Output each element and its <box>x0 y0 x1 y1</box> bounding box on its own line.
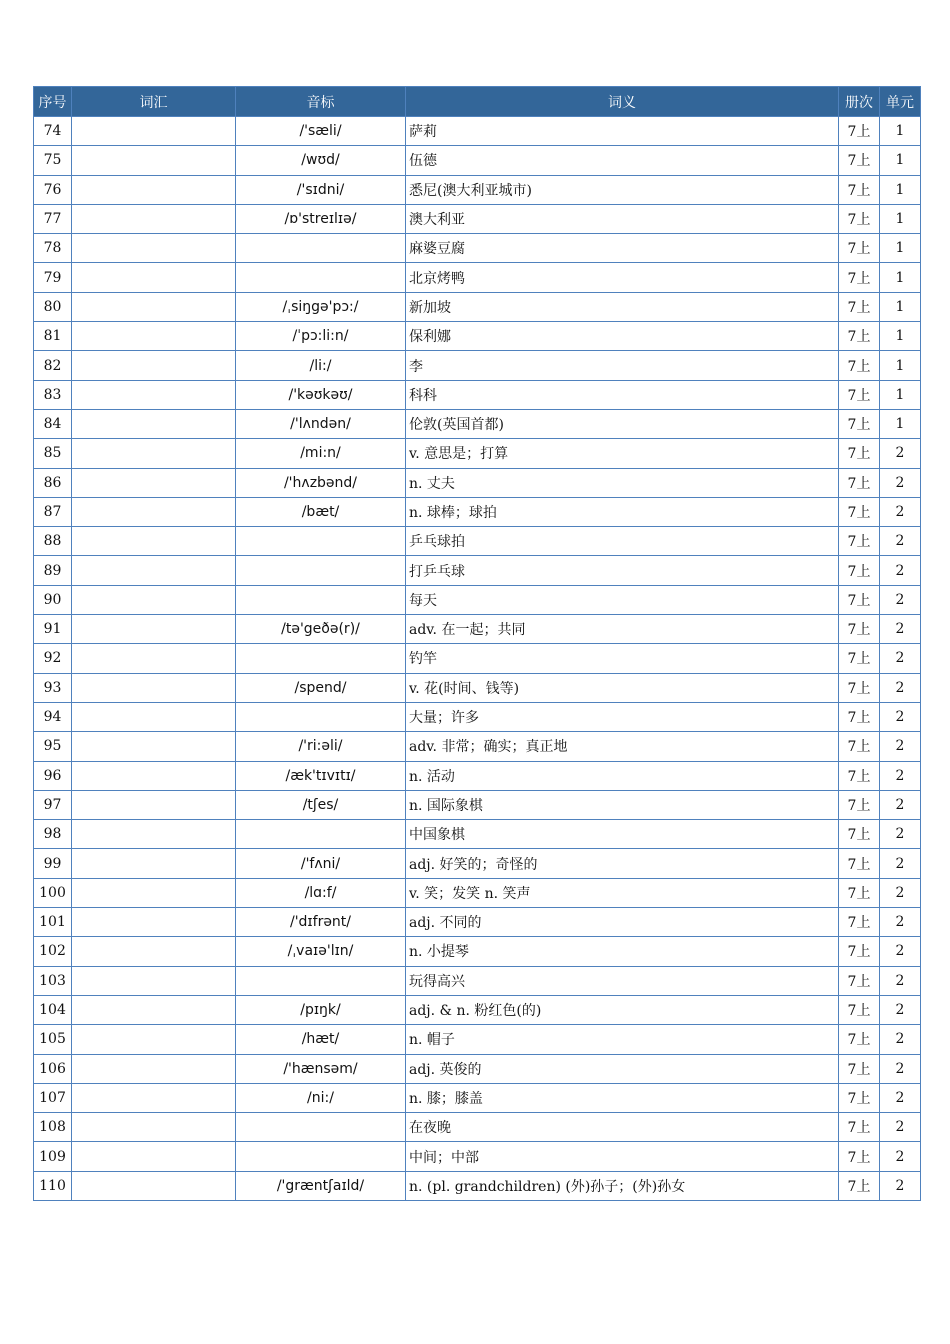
definition-cell: adj. & n. 粉红色(的) <box>406 995 839 1024</box>
book-cell: 7上 <box>839 937 880 966</box>
phonetic-cell: /pɪŋk/ <box>236 995 406 1024</box>
table-row <box>34 292 921 321</box>
phonetic-cell <box>236 1113 406 1142</box>
phonetic-cell: /æk'tɪvɪtɪ/ <box>236 761 406 790</box>
book-cell: 7上 <box>839 1083 880 1112</box>
row-number: 93 <box>34 673 72 702</box>
phonetic-cell: /spend/ <box>236 673 406 702</box>
phonetic-cell: /'hʌzbənd/ <box>236 468 406 497</box>
row-number: 90 <box>34 585 72 614</box>
phonetic-cell: /'sɪdni/ <box>236 175 406 204</box>
word-cell <box>72 790 236 819</box>
table-row <box>34 117 921 146</box>
unit-cell: 2 <box>880 1171 921 1200</box>
word-cell <box>72 497 236 526</box>
definition-cell: 乒乓球拍 <box>406 527 839 556</box>
definition-cell: adj. 好笑的；奇怪的 <box>406 849 839 878</box>
phonetic-cell <box>236 234 406 263</box>
unit-cell: 2 <box>880 1025 921 1054</box>
phonetic-cell: /'ri:əli/ <box>236 732 406 761</box>
table-row <box>34 820 921 849</box>
unit-cell: 1 <box>880 204 921 233</box>
table-row <box>34 527 921 556</box>
row-number: 76 <box>34 175 72 204</box>
unit-cell: 2 <box>880 1054 921 1083</box>
definition-cell: 中间；中部 <box>406 1142 839 1171</box>
word-cell <box>72 673 236 702</box>
definition-cell: n. 球棒；球拍 <box>406 497 839 526</box>
table-row <box>34 732 921 761</box>
book-cell: 7上 <box>839 263 880 292</box>
phonetic-cell: /'sæli/ <box>236 117 406 146</box>
word-cell <box>72 644 236 673</box>
book-cell: 7上 <box>839 234 880 263</box>
table-row <box>34 585 921 614</box>
book-cell: 7上 <box>839 175 880 204</box>
table-row <box>34 1025 921 1054</box>
book-cell: 7上 <box>839 497 880 526</box>
row-number: 103 <box>34 966 72 995</box>
book-cell: 7上 <box>839 556 880 585</box>
row-number: 83 <box>34 380 72 409</box>
word-cell <box>72 615 236 644</box>
phonetic-cell <box>236 702 406 731</box>
phonetic-cell: /'fʌni/ <box>236 849 406 878</box>
phonetic-cell: /tʃes/ <box>236 790 406 819</box>
table-row <box>34 380 921 409</box>
vocabulary-sheet <box>33 86 921 1201</box>
word-cell <box>72 1025 236 1054</box>
word-cell <box>72 995 236 1024</box>
table-row <box>34 761 921 790</box>
definition-cell: 中国象棋 <box>406 820 839 849</box>
unit-cell: 2 <box>880 1083 921 1112</box>
row-number: 84 <box>34 409 72 438</box>
definition-cell: 保利娜 <box>406 322 839 351</box>
unit-cell: 2 <box>880 585 921 614</box>
row-number: 107 <box>34 1083 72 1112</box>
table-row <box>34 556 921 585</box>
book-cell: 7上 <box>839 1113 880 1142</box>
unit-cell: 2 <box>880 966 921 995</box>
table-row <box>34 439 921 468</box>
definition-cell: n. 国际象棋 <box>406 790 839 819</box>
row-number: 101 <box>34 908 72 937</box>
row-number: 74 <box>34 117 72 146</box>
definition-cell: v. 笑；发笑 n. 笑声 <box>406 878 839 907</box>
table-row <box>34 175 921 204</box>
row-number: 85 <box>34 439 72 468</box>
table-row <box>34 995 921 1024</box>
word-cell <box>72 820 236 849</box>
book-cell: 7上 <box>839 380 880 409</box>
row-number: 99 <box>34 849 72 878</box>
unit-cell: 2 <box>880 908 921 937</box>
book-cell: 7上 <box>839 409 880 438</box>
book-cell: 7上 <box>839 585 880 614</box>
phonetic-cell: /ˌsiŋgə'pɔ:/ <box>236 292 406 321</box>
unit-cell: 1 <box>880 409 921 438</box>
row-number: 87 <box>34 497 72 526</box>
definition-cell: 伦敦(英国首都) <box>406 409 839 438</box>
row-number: 97 <box>34 790 72 819</box>
unit-cell: 2 <box>880 527 921 556</box>
word-cell <box>72 556 236 585</box>
word-cell <box>72 439 236 468</box>
table-row <box>34 1142 921 1171</box>
phonetic-cell: /'hænsəm/ <box>236 1054 406 1083</box>
definition-cell: 李 <box>406 351 839 380</box>
word-cell <box>72 117 236 146</box>
word-cell <box>72 1054 236 1083</box>
row-number: 82 <box>34 351 72 380</box>
book-cell: 7上 <box>839 615 880 644</box>
phonetic-cell: /wʊd/ <box>236 146 406 175</box>
word-cell <box>72 527 236 556</box>
unit-cell: 2 <box>880 556 921 585</box>
word-cell <box>72 1083 236 1112</box>
definition-cell: 萨莉 <box>406 117 839 146</box>
definition-cell: 麻婆豆腐 <box>406 234 839 263</box>
table-header <box>34 87 921 117</box>
definition-cell: n. (pl. grandchildren) (外)孙子；(外)孙女 <box>406 1171 839 1200</box>
row-number: 77 <box>34 204 72 233</box>
word-cell <box>72 322 236 351</box>
word-cell <box>72 351 236 380</box>
phonetic-cell: /'kəʊkəʊ/ <box>236 380 406 409</box>
phonetic-cell: /'dɪfrənt/ <box>236 908 406 937</box>
table-row <box>34 234 921 263</box>
definition-cell: 科科 <box>406 380 839 409</box>
unit-cell: 2 <box>880 497 921 526</box>
definition-cell: 大量；许多 <box>406 702 839 731</box>
word-cell <box>72 146 236 175</box>
row-number: 100 <box>34 878 72 907</box>
unit-cell: 2 <box>880 849 921 878</box>
definition-cell: n. 小提琴 <box>406 937 839 966</box>
definition-cell: n. 帽子 <box>406 1025 839 1054</box>
row-number: 86 <box>34 468 72 497</box>
table-row <box>34 263 921 292</box>
book-cell: 7上 <box>839 908 880 937</box>
unit-cell: 2 <box>880 790 921 819</box>
book-cell: 7上 <box>839 995 880 1024</box>
definition-cell: adv. 在一起；共同 <box>406 615 839 644</box>
table-row <box>34 908 921 937</box>
vocabulary-table <box>33 86 921 1201</box>
word-cell <box>72 849 236 878</box>
unit-cell: 2 <box>880 995 921 1024</box>
book-cell: 7上 <box>839 702 880 731</box>
phonetic-cell: /hæt/ <box>236 1025 406 1054</box>
row-number: 110 <box>34 1171 72 1200</box>
unit-cell: 1 <box>880 263 921 292</box>
phonetic-cell: /'græntʃaɪld/ <box>236 1171 406 1200</box>
row-number: 79 <box>34 263 72 292</box>
word-cell <box>72 732 236 761</box>
book-cell: 7上 <box>839 732 880 761</box>
word-cell <box>72 175 236 204</box>
row-number: 94 <box>34 702 72 731</box>
book-cell: 7上 <box>839 322 880 351</box>
unit-cell: 2 <box>880 468 921 497</box>
word-cell <box>72 409 236 438</box>
table-row <box>34 644 921 673</box>
book-cell: 7上 <box>839 204 880 233</box>
word-cell <box>72 292 236 321</box>
phonetic-cell: /tə'geðə(r)/ <box>236 615 406 644</box>
definition-cell: 钓竿 <box>406 644 839 673</box>
book-cell: 7上 <box>839 1054 880 1083</box>
row-number: 96 <box>34 761 72 790</box>
table-row <box>34 1083 921 1112</box>
row-number: 89 <box>34 556 72 585</box>
phonetic-cell: /lɑ:f/ <box>236 878 406 907</box>
phonetic-cell: /ni:/ <box>236 1083 406 1112</box>
word-cell <box>72 761 236 790</box>
header-unit: 单元 <box>880 87 921 117</box>
row-number: 109 <box>34 1142 72 1171</box>
word-cell <box>72 966 236 995</box>
book-cell: 7上 <box>839 644 880 673</box>
table-row <box>34 204 921 233</box>
book-cell: 7上 <box>839 468 880 497</box>
unit-cell: 2 <box>880 702 921 731</box>
word-cell <box>72 908 236 937</box>
book-cell: 7上 <box>839 351 880 380</box>
unit-cell: 1 <box>880 117 921 146</box>
book-cell: 7上 <box>839 790 880 819</box>
book-cell: 7上 <box>839 1171 880 1200</box>
unit-cell: 2 <box>880 732 921 761</box>
row-number: 106 <box>34 1054 72 1083</box>
definition-cell: n. 活动 <box>406 761 839 790</box>
header-phonetic: 音标 <box>236 87 406 117</box>
word-cell <box>72 204 236 233</box>
unit-cell: 2 <box>880 644 921 673</box>
row-number: 88 <box>34 527 72 556</box>
row-number: 105 <box>34 1025 72 1054</box>
book-cell: 7上 <box>839 878 880 907</box>
definition-cell: 每天 <box>406 585 839 614</box>
unit-cell: 1 <box>880 292 921 321</box>
row-number: 104 <box>34 995 72 1024</box>
unit-cell: 1 <box>880 146 921 175</box>
unit-cell: 2 <box>880 673 921 702</box>
phonetic-cell <box>236 966 406 995</box>
definition-cell: 新加坡 <box>406 292 839 321</box>
row-number: 75 <box>34 146 72 175</box>
row-number: 80 <box>34 292 72 321</box>
table-row <box>34 790 921 819</box>
table-row <box>34 1054 921 1083</box>
phonetic-cell <box>236 263 406 292</box>
book-cell: 7上 <box>839 820 880 849</box>
unit-cell: 1 <box>880 322 921 351</box>
word-cell <box>72 380 236 409</box>
phonetic-cell <box>236 820 406 849</box>
definition-cell: 伍德 <box>406 146 839 175</box>
unit-cell: 2 <box>880 820 921 849</box>
table-row <box>34 351 921 380</box>
definition-cell: v. 意思是；打算 <box>406 439 839 468</box>
row-number: 91 <box>34 615 72 644</box>
table-row <box>34 878 921 907</box>
header-book: 册次 <box>839 87 880 117</box>
definition-cell: adj. 英俊的 <box>406 1054 839 1083</box>
book-cell: 7上 <box>839 1142 880 1171</box>
unit-cell: 1 <box>880 380 921 409</box>
word-cell <box>72 937 236 966</box>
phonetic-cell <box>236 644 406 673</box>
table-row <box>34 673 921 702</box>
unit-cell: 2 <box>880 615 921 644</box>
definition-cell: 玩得高兴 <box>406 966 839 995</box>
book-cell: 7上 <box>839 292 880 321</box>
book-cell: 7上 <box>839 966 880 995</box>
phonetic-cell <box>236 1142 406 1171</box>
phonetic-cell <box>236 527 406 556</box>
definition-cell: 在夜晚 <box>406 1113 839 1142</box>
table-row <box>34 849 921 878</box>
table-row <box>34 966 921 995</box>
word-cell <box>72 1171 236 1200</box>
word-cell <box>72 1142 236 1171</box>
unit-cell: 2 <box>880 761 921 790</box>
phonetic-cell <box>236 556 406 585</box>
unit-cell: 1 <box>880 175 921 204</box>
word-cell <box>72 234 236 263</box>
table-row <box>34 146 921 175</box>
table-row <box>34 468 921 497</box>
unit-cell: 1 <box>880 351 921 380</box>
phonetic-cell: /li:/ <box>236 351 406 380</box>
unit-cell: 2 <box>880 937 921 966</box>
phonetic-cell: /mi:n/ <box>236 439 406 468</box>
table-row <box>34 1171 921 1200</box>
definition-cell: adj. 不同的 <box>406 908 839 937</box>
unit-cell: 2 <box>880 1113 921 1142</box>
definition-cell: 北京烤鸭 <box>406 263 839 292</box>
table-body <box>34 117 921 1201</box>
book-cell: 7上 <box>839 117 880 146</box>
word-cell <box>72 263 236 292</box>
row-number: 81 <box>34 322 72 351</box>
table-row <box>34 615 921 644</box>
phonetic-cell <box>236 585 406 614</box>
header-word: 词汇 <box>72 87 236 117</box>
phonetic-cell: /bæt/ <box>236 497 406 526</box>
book-cell: 7上 <box>839 849 880 878</box>
table-row <box>34 937 921 966</box>
table-row <box>34 497 921 526</box>
book-cell: 7上 <box>839 1025 880 1054</box>
word-cell <box>72 468 236 497</box>
phonetic-cell: /ˈpɔ:li:n/ <box>236 322 406 351</box>
row-number: 95 <box>34 732 72 761</box>
definition-cell: 打乒乓球 <box>406 556 839 585</box>
unit-cell: 2 <box>880 439 921 468</box>
book-cell: 7上 <box>839 673 880 702</box>
row-number: 108 <box>34 1113 72 1142</box>
header-definition: 词义 <box>406 87 839 117</box>
word-cell <box>72 585 236 614</box>
word-cell <box>72 1113 236 1142</box>
book-cell: 7上 <box>839 146 880 175</box>
definition-cell: 悉尼(澳大利亚城市) <box>406 175 839 204</box>
book-cell: 7上 <box>839 761 880 790</box>
table-row <box>34 1113 921 1142</box>
table-row <box>34 322 921 351</box>
table-row <box>34 409 921 438</box>
phonetic-cell: /ˌvaɪə'lɪn/ <box>236 937 406 966</box>
row-number: 78 <box>34 234 72 263</box>
book-cell: 7上 <box>839 439 880 468</box>
phonetic-cell: /ɒ'streɪlɪə/ <box>236 204 406 233</box>
row-number: 92 <box>34 644 72 673</box>
row-number: 102 <box>34 937 72 966</box>
definition-cell: 澳大利亚 <box>406 204 839 233</box>
book-cell: 7上 <box>839 527 880 556</box>
table-row <box>34 702 921 731</box>
definition-cell: adv. 非常；确实；真正地 <box>406 732 839 761</box>
header-row <box>34 87 921 117</box>
word-cell <box>72 702 236 731</box>
row-number: 98 <box>34 820 72 849</box>
header-no: 序号 <box>34 87 72 117</box>
word-cell <box>72 878 236 907</box>
definition-cell: n. 丈夫 <box>406 468 839 497</box>
phonetic-cell: /'lʌndən/ <box>236 409 406 438</box>
definition-cell: n. 膝；膝盖 <box>406 1083 839 1112</box>
unit-cell: 2 <box>880 878 921 907</box>
definition-cell: v. 花(时间、钱等) <box>406 673 839 702</box>
unit-cell: 2 <box>880 1142 921 1171</box>
unit-cell: 1 <box>880 234 921 263</box>
